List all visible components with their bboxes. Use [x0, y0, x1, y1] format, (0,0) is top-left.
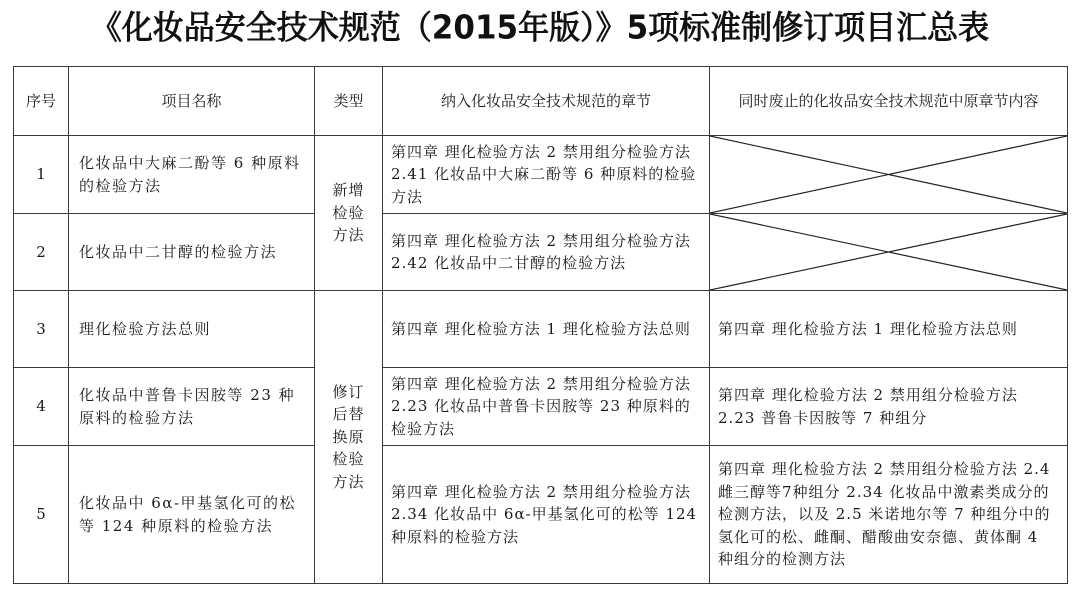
summary-table [13, 66, 1068, 584]
row-no: 1 [14, 136, 69, 214]
row-no: 4 [14, 368, 69, 446]
cross-out-icon [710, 214, 1067, 290]
table-row [14, 136, 1068, 214]
row-chapter: 第四章 理化检验方法 2 禁用组分检验方法 2.42 化妆品中二甘醇的检验方法 [383, 214, 710, 291]
row-abolished: 第四章 理化检验方法 1 理化检验方法总则 [710, 291, 1068, 368]
row-abolished-empty [710, 136, 1068, 214]
row-name: 理化检验方法总则 [69, 291, 315, 368]
row-chapter: 第四章 理化检验方法 2 禁用组分检验方法 2.34 化妆品中 6α-甲基氢化可的松等 124 种原料的检验方法 [383, 446, 710, 584]
header-abolished [710, 67, 1068, 136]
header-row [14, 67, 1068, 136]
row-type [315, 136, 383, 291]
type-label: 修订后替换原检验方法 [332, 382, 365, 491]
row-no: 5 [14, 446, 69, 584]
header-no: 序号 [14, 67, 69, 136]
table-row [14, 368, 1068, 446]
row-no: 2 [14, 214, 69, 291]
table-row [14, 291, 1068, 368]
header-type: 类型 [315, 67, 383, 136]
row-type [315, 291, 383, 584]
row-name: 化妆品中二甘醇的检验方法 [69, 214, 315, 291]
row-name: 化妆品中普鲁卡因胺等 23 种原料的检验方法 [69, 368, 315, 446]
row-abolished: 第四章 理化检验方法 2 禁用组分检验方法 2.23 普鲁卡因胺等 7 种组分 [710, 368, 1068, 446]
row-chapter: 第四章 理化检验方法 2 禁用组分检验方法 2.41 化妆品中大麻二酚等 6 种原料的检验方法 [383, 136, 710, 214]
type-label: 新增检验方法 [332, 181, 365, 245]
header-chapter: 纳入化妆品安全技术规范的章节 [383, 67, 710, 136]
document-title: 《化妆品安全技术规范（2015年版）》5项标准制修订项目汇总表 [90, 9, 990, 47]
row-chapter: 第四章 理化检验方法 2 禁用组分检验方法 2.23 化妆品中普鲁卡因胺等 23 种原料的检验方法 [383, 368, 710, 446]
table-row [14, 214, 1068, 291]
row-chapter: 第四章 理化检验方法 1 理化检验方法总则 [383, 291, 710, 368]
row-abolished-empty [710, 214, 1068, 291]
header-name: 项目名称 [69, 67, 315, 136]
cross-out-icon [710, 136, 1067, 213]
row-no: 3 [14, 291, 69, 368]
table-row [14, 446, 1068, 584]
row-abolished: 第四章 理化检验方法 2 禁用组分检验方法 2.4 雌三醇等7种组分 2.34 化妆品中激素类成分的检测方法，以及 2.5 米诺地尔等 7 种组分中的氢化可的松、雌酮、醋酸曲安奈德、黄体酮 4 种组分的检测方法 [710, 446, 1068, 584]
row-name: 化妆品中 6α-甲基氢化可的松等 124 种原料的检验方法 [69, 446, 315, 584]
header-abolished-text: 同时废止的化妆品安全技术规范中原章节内容 [738, 91, 1039, 110]
row-name: 化妆品中大麻二酚等 6 种原料的检验方法 [69, 136, 315, 214]
